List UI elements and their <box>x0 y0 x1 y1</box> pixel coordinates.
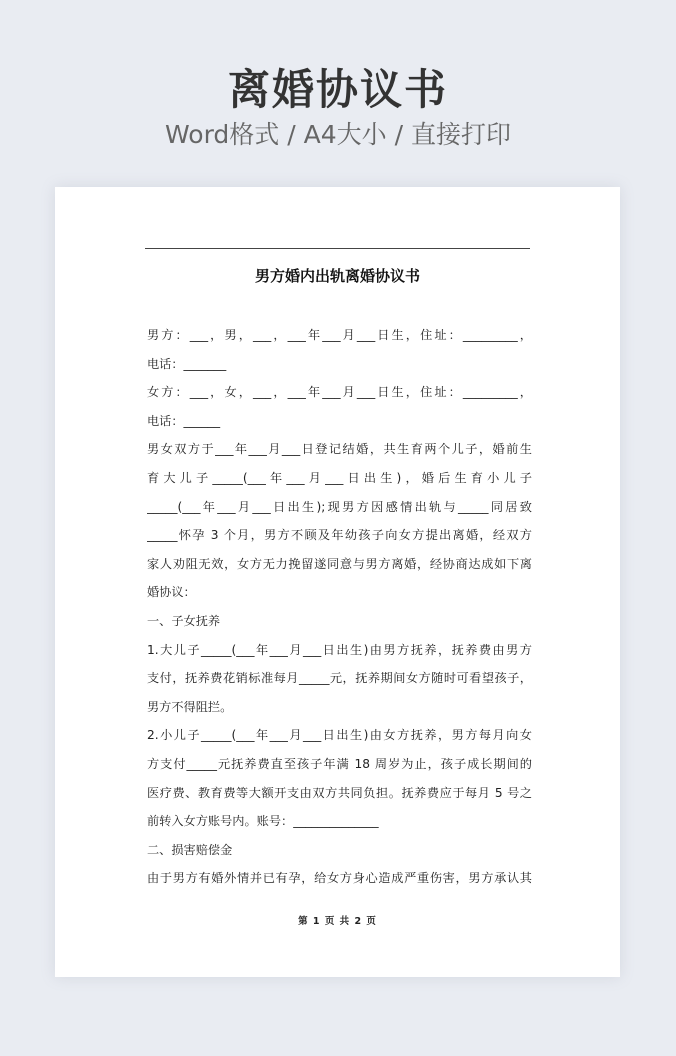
body-line: _____怀孕 3 个月，男方不顾及年幼孩子向女方提出离婚，经双方 <box>147 528 532 543</box>
body-line: 婚协议： <box>147 585 196 600</box>
body-line: 男方不得阻拦。 <box>147 699 233 714</box>
body-line: 2.小儿子_____(___年___月___日出生)由女方抚养，男方每月向女 <box>147 728 532 743</box>
body-line: 家人劝阻无效，女方无力挽留遂同意与男方离婚，经协商达成如下离 <box>147 556 532 571</box>
banner-title: 离婚协议书 <box>227 65 448 114</box>
document-page <box>55 187 620 977</box>
body-line: 男方：___，男，___，___年___月___日生，住址：_________， <box>147 328 532 342</box>
page-number-footer: 第 1 页 共 2 页 <box>298 916 377 927</box>
header-rule <box>145 248 530 249</box>
body-line: 由于男方有婚外情并已有孕，给女方身心造成严重伤害，男方承认其 <box>147 871 532 886</box>
document-body <box>147 321 532 893</box>
body-line: 方支付_____元抚养费直至孩子年满 18 周岁为止，孩子成长期间的 <box>147 756 532 771</box>
body-line: 电话：_______ <box>147 356 227 371</box>
document-title: 男方婚内出轨离婚协议书 <box>254 267 420 285</box>
body-line: 1.大儿子_____(___年___月___日出生)由男方抚养，抚养费由男方 <box>147 642 532 657</box>
body-line: 男女双方于___年___月___日登记结婚，共生育两个儿子，婚前生 <box>147 442 532 457</box>
body-line: 医疗费、教育费等大额开支由双方共同负担。抚养费应于每月 5 号之 <box>147 785 532 800</box>
body-line: 女方：___，女，___，___年___月___日生，住址：_________， <box>147 385 532 400</box>
body-line: 支付，抚养费花销标准每月_____元，抚养期间女方随时可看望孩子， <box>147 671 532 686</box>
section-heading: 二、损害赔偿金 <box>147 842 233 857</box>
body-line: 电话：______ <box>147 413 221 428</box>
section-heading: 一、子女抚养 <box>147 613 221 628</box>
body-line: _____(___年___月___日出生);现男方因感情出轨与_____同居致 <box>147 499 532 514</box>
body-line: 育大儿子_____(___年___月___日出生)，婚后生育小儿子 <box>147 470 532 485</box>
banner-subtitle: Word格式 / A4大小 / 直接打印 <box>165 120 511 149</box>
body-line: 前转入女方账号内。账号：______________ <box>147 814 379 829</box>
